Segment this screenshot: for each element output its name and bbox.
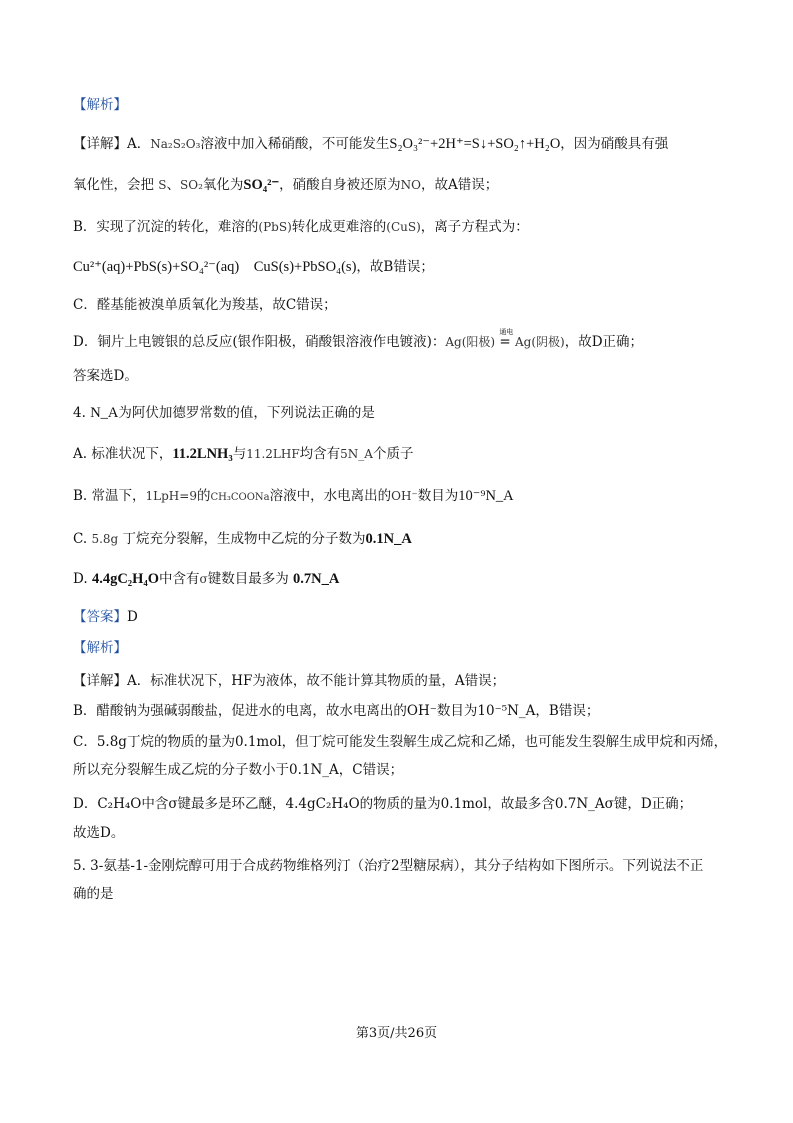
q4-option-b: B. 常温下，1LpH=9的CH₃COONa溶液中，水电离出的OH⁻数目为10⁻⁹N_A bbox=[73, 488, 514, 504]
equation-thiosulfate: S₂O₃²⁻+2H⁺=S↓+SO₂↑+H₂O bbox=[389, 136, 561, 152]
detail-b-line1: B．实现了沉淀的转化，难溶的(PbS)转化成更难溶的(CuS)，离子方程式为： bbox=[73, 219, 529, 235]
q4-option-c: C. 5.8g 丁烷充分裂解，生成物中乙烷的分子数为0.1N_A bbox=[73, 531, 412, 547]
q4-option-d: D. 4.4gC₂H₄O中含有σ键数目最多为 0.7N_A bbox=[73, 571, 340, 587]
answer-line: 答案选D。 bbox=[73, 368, 138, 384]
q4-answer: 【答案】D bbox=[73, 609, 138, 625]
q4-stem: 4. N_A为阿伏加德罗常数的值，下列说法正确的是 bbox=[73, 405, 375, 421]
q4-analysis-heading: 【解析】 bbox=[73, 640, 127, 656]
q4-option-a: A. 标准状况下，11.2LNH₃与11.2LHF均含有5N_A个质子 bbox=[73, 446, 414, 462]
q5-line2: 确的是 bbox=[73, 886, 114, 902]
detail-tag: 【详解】 bbox=[73, 136, 127, 152]
q4-explain-a: 【详解】A．标准状况下，HF为液体，故不能计算其物质的量，A错误； bbox=[73, 673, 506, 689]
q4-explain-c1: C．5.8g丁烷的物质的量为0.1mol，但丁烷可能发生裂解生成乙烷和乙烯，也可能发生裂解生成甲烷和丙烯， bbox=[73, 734, 728, 750]
equation-pbs-cus: Cu²⁺(aq)+PbS(s)+SO₄²⁻(aq) CuS(s)+PbSO₄(s) bbox=[73, 259, 357, 275]
q4-conclusion: 故选D。 bbox=[73, 825, 125, 841]
detail-a-line1: 【详解】A．Na₂S₂O₃溶液中加入稀硝酸，不可能发生S₂O₃²⁻+2H⁺=S↓+SO₂↑+H₂O，因为硝酸具有强 bbox=[73, 136, 669, 152]
q4-explain-d: D．C₂H₄O中含σ键最多是环乙醚，4.4gC₂H₄O的物质的量为0.1mol，故最多含0.7N_Aσ键，D正确； bbox=[73, 796, 693, 812]
q4-explain-c2: 所以充分裂解生成乙烷的分子数小于0.1N_A，C错误； bbox=[73, 762, 404, 778]
q4-explain-b: B．醋酸钠为强碱弱酸盐，促进水的电离，故水电离出的OH⁻数目为10⁻⁵N_A，B错误； bbox=[73, 703, 600, 719]
page-number: 第3页/共26页 bbox=[355, 1026, 438, 1041]
detail-b-line2: Cu²⁺(aq)+PbS(s)+SO₄²⁻(aq) CuS(s)+PbSO₄(s)，故B错误； bbox=[73, 259, 434, 275]
detail-c: C．醛基能被溴单质氧化为羧基，故C错误； bbox=[73, 297, 337, 313]
detail-d: D．铜片上电镀银的总反应(银作阳极，硝酸银溶液作电镀液)：Ag(阳极) 通电 = Ag(阴极)，故D正确； bbox=[73, 328, 644, 350]
electrolysis-arrow: 通电 = bbox=[499, 328, 514, 350]
detail-a-line2: 氧化性，会把 S、SO₂氧化为SO₄²⁻，硝酸自身被还原为NO，故A错误； bbox=[73, 177, 499, 193]
analysis-heading: 【解析】 bbox=[73, 97, 127, 113]
q5-line1: 5. 3-氨基-1-金刚烷醇可用于合成药物维格列汀（治疗2型糖尿病），其分子结构如下图所示。下列说法不正 bbox=[73, 858, 704, 874]
